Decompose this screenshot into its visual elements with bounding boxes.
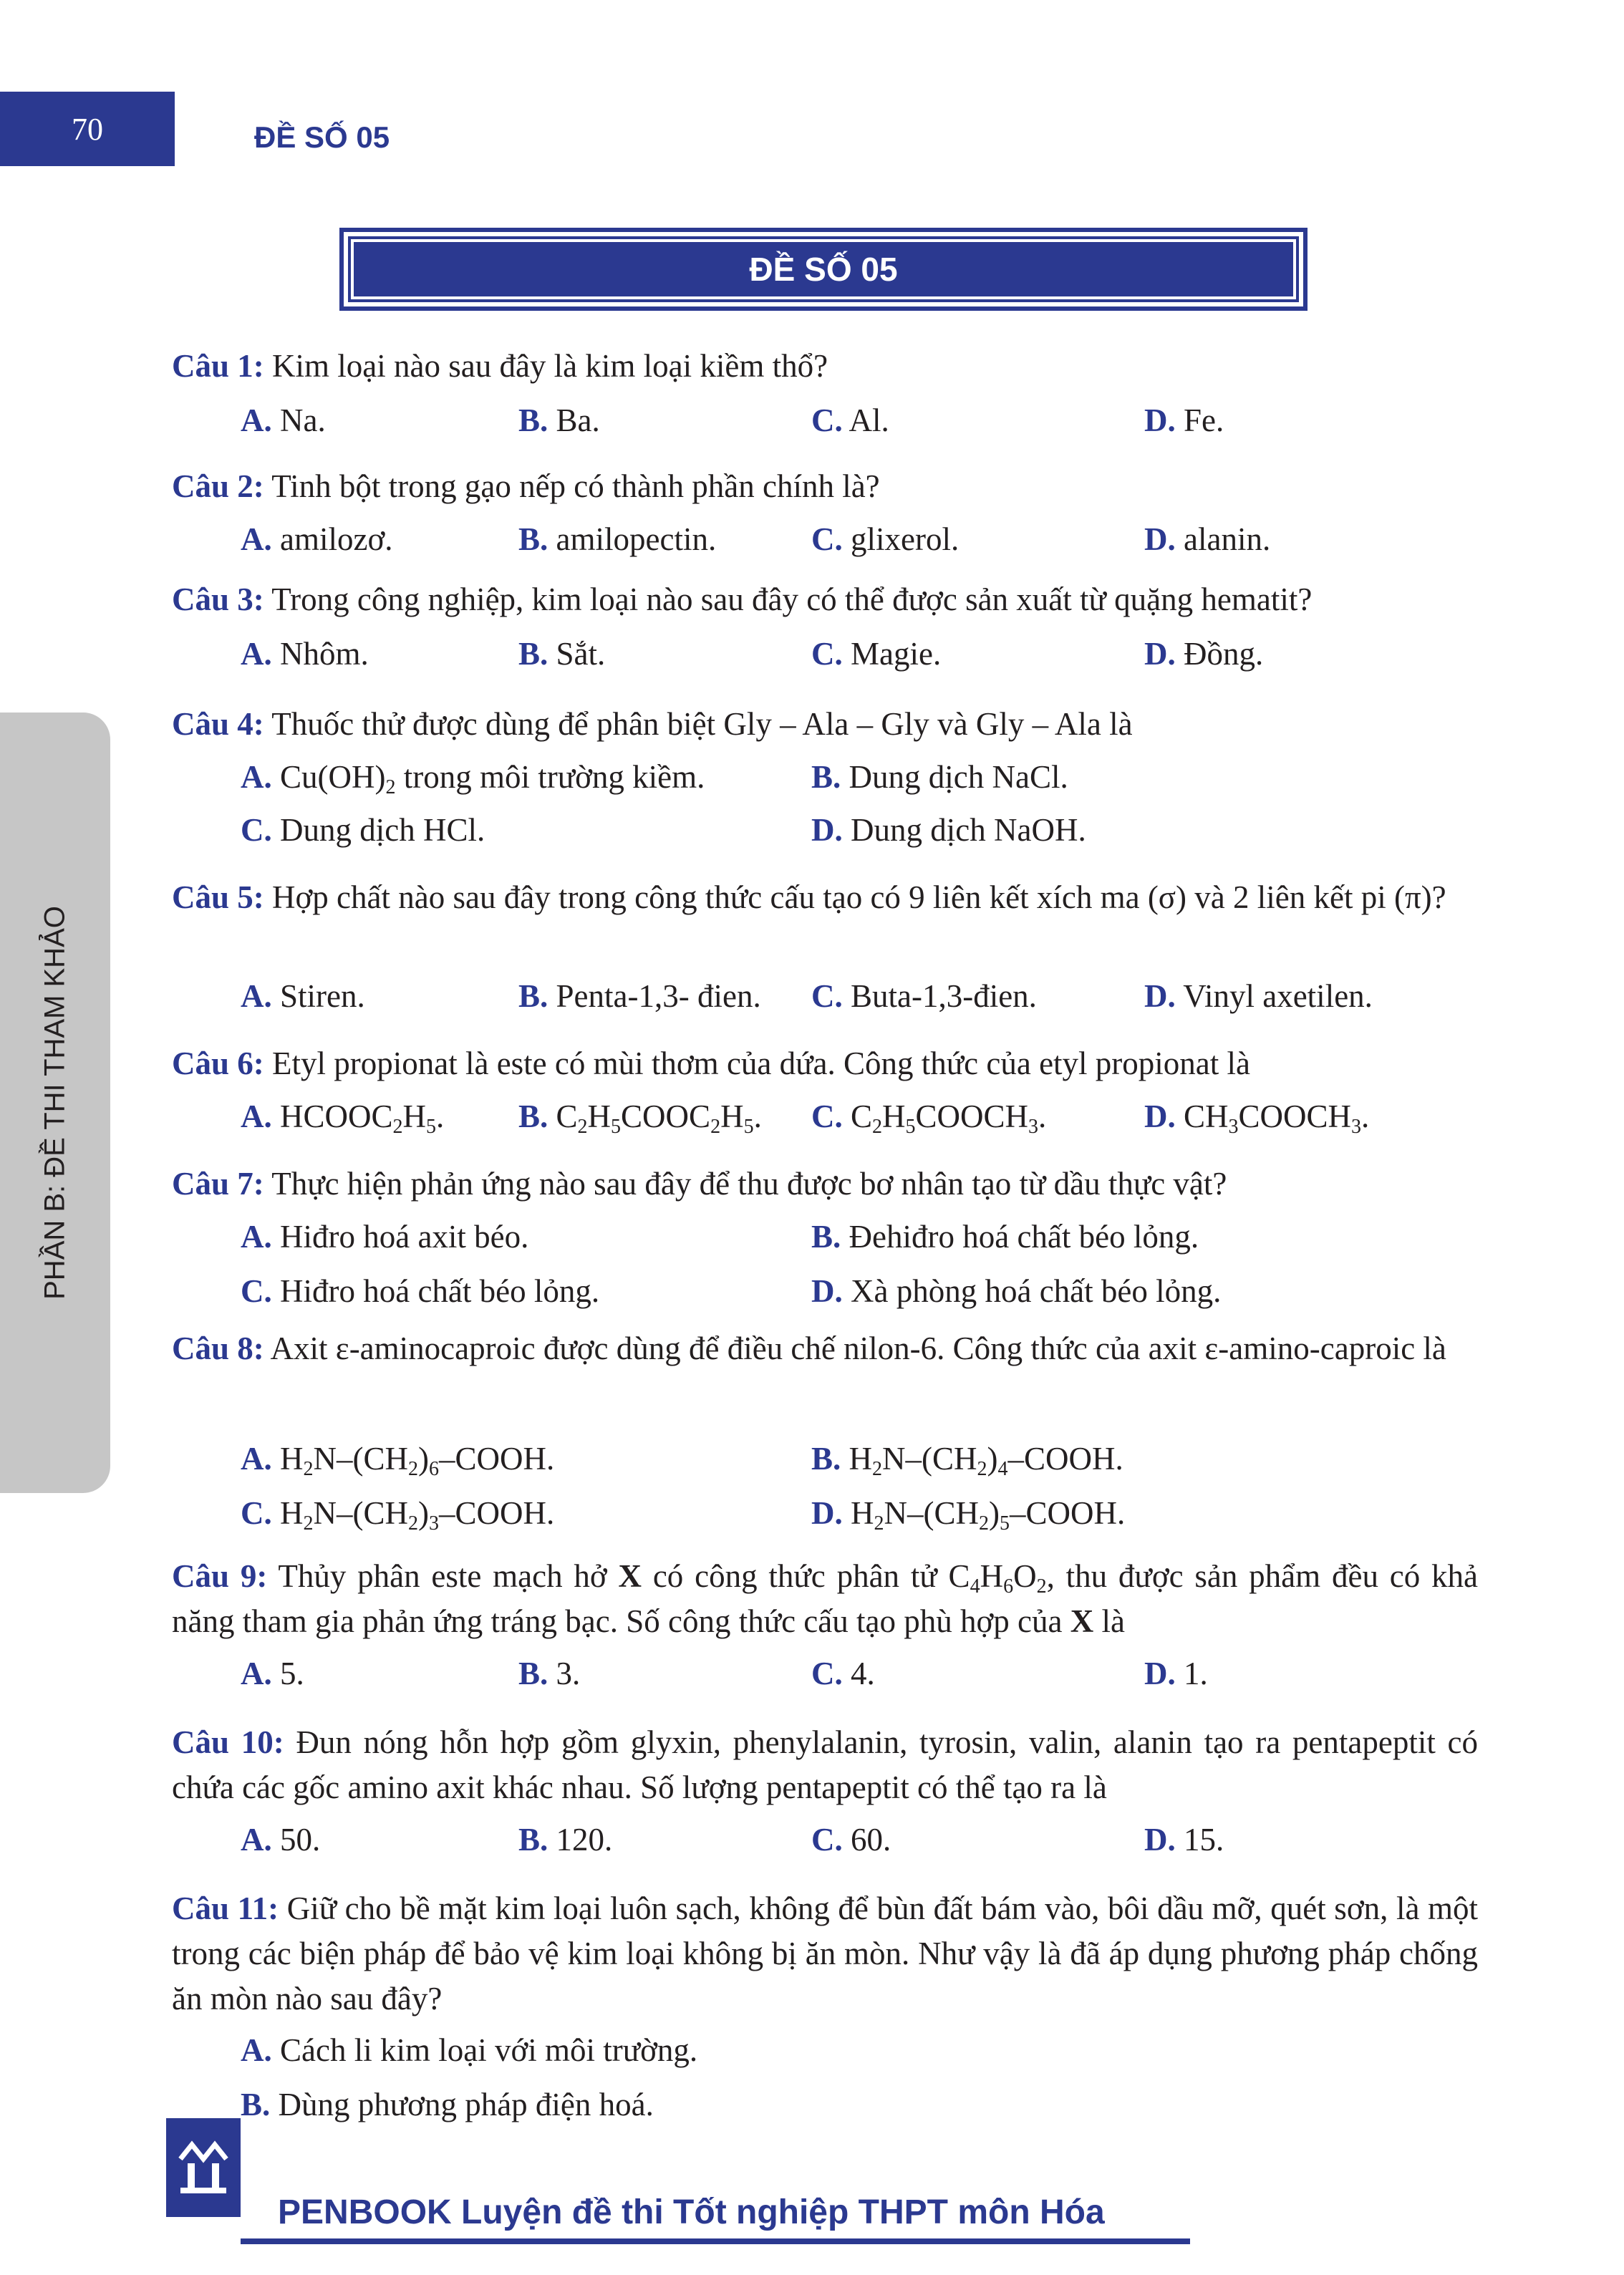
option-d: D. $H_2N-(CH_2)_5$–COOH. bbox=[811, 1495, 1126, 1535]
footer-underline bbox=[241, 2238, 1190, 2244]
question-6 bbox=[172, 1041, 1478, 1086]
question-text: Thực hiện phản ứng nào sau đây để thu được bơ nhân tạo từ dầu thực vật? bbox=[271, 1166, 1227, 1202]
options-row bbox=[0, 632, 1624, 677]
option-a: A. Na. bbox=[241, 402, 326, 438]
question-text: Hợp chất nào sau đây trong công thức cấu tạo có 9 liên kết xích ma (σ) và 2 liên kết pi (π)? bbox=[272, 879, 1446, 915]
options-row bbox=[0, 1214, 1624, 1260]
option-a: A. 5. bbox=[241, 1656, 304, 1691]
question-text: Axit ε-aminocaproic được dùng để điều chế nilon-6. Công thức của axit ε-amino-caproic là bbox=[270, 1330, 1446, 1366]
option-a: A. Stiren. bbox=[241, 978, 365, 1014]
option-c: C. $H_2N-(CH_2)_3$–COOH. bbox=[241, 1495, 555, 1535]
question-label: Câu 2: bbox=[172, 468, 264, 504]
options-row bbox=[0, 1817, 1624, 1863]
title-box bbox=[339, 228, 1308, 311]
question-10 bbox=[172, 1720, 1478, 1810]
options-row bbox=[0, 808, 1624, 853]
penbook-logo-icon bbox=[166, 2118, 241, 2217]
option-a: A. Nhôm. bbox=[241, 636, 369, 672]
option-b: B. Dùng phương pháp điện hoá. bbox=[241, 2087, 654, 2122]
question-9: Câu 9: Thủy phân este mạch hở X có công thức phân tử $C_4H_6O_2$, thu được sản phẩm đều có khả năng tham gia phản ứng tráng bạc. Số công thức cấu tạo phù hợp của X là bbox=[172, 1558, 1478, 1639]
options-row bbox=[0, 1436, 1624, 1482]
options-row bbox=[0, 2082, 1624, 2127]
option-d: D. Đồng. bbox=[1144, 636, 1264, 672]
question-7 bbox=[172, 1161, 1478, 1207]
option-d: D. Vinyl axetilen. bbox=[1144, 978, 1373, 1014]
question-label: Câu 6: bbox=[172, 1045, 264, 1081]
question-11 bbox=[172, 1886, 1478, 2022]
page-number: 70 bbox=[0, 92, 175, 166]
option-c: C. 60. bbox=[811, 1822, 891, 1858]
option-c: C. glixerol. bbox=[811, 521, 960, 557]
option-b: B. 120. bbox=[518, 1822, 613, 1858]
option-d: D. alanin. bbox=[1144, 521, 1271, 557]
options-row bbox=[0, 398, 1624, 443]
option-c: C. Magie. bbox=[811, 636, 942, 672]
question-text: Đun nóng hỗn hợp gồm glyxin, phenylalanin, tyrosin, valin, alanin tạo ra pentapeptit có chứa các gốc amino axit khác nhau. Số lượng pentapeptit có thể tạo ra là bbox=[172, 1724, 1479, 1805]
question-2 bbox=[172, 464, 1478, 509]
question-label: Câu 9: bbox=[172, 1558, 268, 1594]
question-label: Câu 7: bbox=[172, 1166, 264, 1202]
option-a: A. $H_2N-(CH_2)_6$–COOH. bbox=[241, 1441, 555, 1480]
option-d: D. Dung dịch NaOH. bbox=[811, 812, 1086, 848]
question-text: Giữ cho bề mặt kim loại luôn sạch, không để bùn đất bám vào, bôi dầu mỡ, quét sơn, là một trong các biện pháp để bảo vệ kim loại không bị ăn mòn. Như vậy là đã áp dụng phương pháp chống ăn mòn nào sau đây? bbox=[172, 1890, 1479, 2016]
option-a: A. Hiđro hoá axit béo. bbox=[241, 1219, 529, 1255]
question-text: Etyl propionat là este có mùi thơm của dứa. Công thức của etyl propionat là bbox=[272, 1045, 1250, 1081]
question-5 bbox=[172, 875, 1478, 920]
option-b: B. Sắt. bbox=[518, 636, 606, 672]
option-b: B. $C_2H_5COOC_2H_5$. bbox=[518, 1098, 762, 1138]
question-label: Câu 8: bbox=[172, 1330, 264, 1366]
option-a: A. $HCOOC_2H_5$. bbox=[241, 1098, 445, 1138]
question-label: Câu 10: bbox=[172, 1724, 284, 1760]
question-4 bbox=[172, 702, 1478, 747]
options-row bbox=[0, 2028, 1624, 2073]
option-c: C. Al. bbox=[811, 402, 889, 438]
option-c: C. Hiđro hoá chất béo lỏng. bbox=[241, 1273, 600, 1309]
page-title: ĐỀ SỐ 05 bbox=[348, 236, 1299, 302]
question-text: Trong công nghiệp, kim loại nào sau đây có thể được sản xuất từ quặng hematit? bbox=[271, 581, 1313, 617]
question-8 bbox=[172, 1326, 1478, 1371]
options-row bbox=[0, 974, 1624, 1019]
option-c: C. Buta-1,3-đien. bbox=[811, 978, 1037, 1014]
option-d: D. 15. bbox=[1144, 1822, 1224, 1858]
side-tab-label: PHẦN B: ĐỀ THI THAM KHẢO bbox=[39, 906, 71, 1300]
option-b: B. $H_2N-(CH_2)_4$–COOH. bbox=[811, 1441, 1123, 1480]
options-row bbox=[0, 755, 1624, 800]
option-d: D. Xà phòng hoá chất béo lỏng. bbox=[811, 1273, 1222, 1309]
option-d: D. Fe. bbox=[1144, 402, 1224, 438]
option-a: A. 50. bbox=[241, 1822, 321, 1858]
option-c: C. $C_2H_5COOCH_3$. bbox=[811, 1098, 1047, 1138]
question-text: Kim loại nào sau đây là kim loại kiềm thổ? bbox=[272, 348, 828, 384]
option-b: B. amilopectin. bbox=[518, 521, 717, 557]
option-b: B. Ba. bbox=[518, 402, 600, 438]
question-text: Thuốc thử được dùng để phân biệt Gly – Ala – Gly và Gly – Ala là bbox=[271, 706, 1133, 742]
options-row bbox=[0, 1491, 1624, 1536]
option-d: D. 1. bbox=[1144, 1656, 1208, 1691]
option-c: C. 4. bbox=[811, 1656, 875, 1691]
question-3 bbox=[172, 577, 1478, 622]
footer-title: PENBOOK Luyện đề thi Tốt nghiệp THPT môn Hóa bbox=[278, 2193, 1105, 2231]
options-row bbox=[0, 517, 1624, 562]
option-b: B. Penta-1,3- đien. bbox=[518, 978, 761, 1014]
option-a: A. Cách li kim loại với môi trường. bbox=[241, 2032, 698, 2068]
option-d: D. $CH_3COOCH_3$. bbox=[1144, 1098, 1370, 1138]
options-row bbox=[0, 1269, 1624, 1314]
options-row bbox=[0, 1094, 1624, 1139]
question-label: Câu 1: bbox=[172, 348, 264, 384]
question-label: Câu 3: bbox=[172, 581, 264, 617]
question-text: Tinh bột trong gạo nếp có thành phần chính là? bbox=[271, 468, 880, 504]
question-label: Câu 4: bbox=[172, 706, 264, 742]
option-b: B. Đehiđro hoá chất béo lỏng. bbox=[811, 1219, 1199, 1255]
options-row bbox=[0, 1651, 1624, 1696]
option-b: B. 3. bbox=[518, 1656, 581, 1691]
question-label: Câu 5: bbox=[172, 879, 264, 915]
option-a: A. amilozơ. bbox=[241, 521, 393, 557]
option-a: A. $Cu(OH)_2$ trong môi trường kiềm. bbox=[241, 759, 705, 798]
question-1 bbox=[172, 344, 1478, 389]
option-c: C. Dung dịch HCl. bbox=[241, 812, 485, 848]
question-label: Câu 11: bbox=[172, 1890, 279, 1926]
option-b: B. Dung dịch NaCl. bbox=[811, 759, 1068, 795]
running-title: ĐỀ SỐ 05 bbox=[254, 120, 390, 154]
